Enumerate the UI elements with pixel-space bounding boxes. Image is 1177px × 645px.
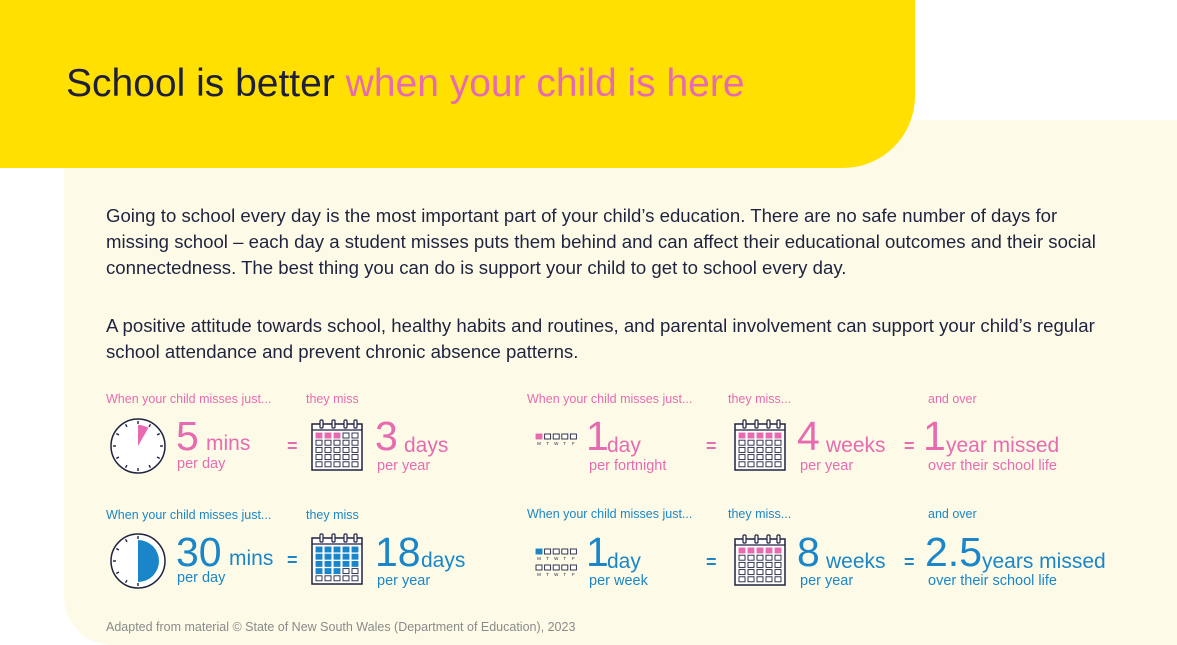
- row1-right-result-unit: weeks: [826, 434, 886, 457]
- row1-right-lead-label: When your child misses just...: [527, 392, 693, 406]
- weekday-letter: M: [537, 556, 541, 561]
- row2-right-equals-2: =: [904, 552, 915, 572]
- calendar-icon: [310, 532, 364, 586]
- row2-left-lead-label: When your child misses just...: [106, 508, 272, 522]
- weekday-letter: M: [537, 572, 541, 577]
- row1-left-amount-unit: mins: [206, 432, 251, 455]
- row1-right-equals-1: =: [706, 436, 717, 456]
- row2-right-equals-1: =: [706, 552, 717, 572]
- weekday-letter: M: [537, 441, 541, 446]
- calendar-icon: [733, 533, 787, 587]
- row2-left-equals: =: [287, 550, 298, 570]
- weekday-letter: F: [572, 556, 575, 561]
- row2-right-amount-freq: per week: [589, 573, 648, 589]
- row1-right-then-label: they miss...: [728, 392, 792, 406]
- row1-right-amount: 1: [586, 413, 609, 459]
- row2-left-result: 18: [375, 529, 421, 575]
- weekday-letter: T: [546, 441, 549, 446]
- weekday-letter: T: [563, 572, 567, 577]
- weekday-letter: W: [554, 441, 559, 446]
- row2-right-amount-unit: day: [607, 550, 641, 573]
- row1-left-result-freq: per year: [377, 458, 431, 474]
- row1-right-total-freq: over their school life: [928, 458, 1057, 474]
- row2-left-result-freq: per year: [377, 573, 431, 589]
- copyright-footnote: Adapted from material © State of New South Wales (Department of Education), 2023: [106, 620, 576, 634]
- weekday-letter: F: [572, 441, 575, 446]
- row2-left-then-label: they miss: [306, 508, 359, 522]
- weekday-letter: F: [572, 572, 575, 577]
- row2-right-result-freq: per year: [800, 573, 854, 589]
- weekday-letter: T: [546, 556, 549, 561]
- title-pink-text: when your child is here: [345, 62, 745, 105]
- row1-left-amount-freq: per day: [177, 456, 226, 472]
- weekday-letter: W: [554, 572, 559, 577]
- row2-right-total-unit: years missed: [982, 550, 1106, 573]
- row1-left-lead-label: When your child misses just...: [106, 392, 272, 406]
- weekday-letter: T: [546, 572, 549, 577]
- weekday-letter: W: [554, 556, 559, 561]
- row1-left-result-unit: days: [404, 434, 449, 457]
- row2-right-total: 2.5: [925, 529, 982, 575]
- row1-right-over-label: and over: [928, 392, 977, 406]
- row1-left-equals: =: [287, 436, 298, 456]
- clock-icon: [109, 532, 167, 590]
- row2-right-result: 8: [797, 529, 820, 575]
- clock-icon: [109, 417, 167, 475]
- row1-left-then-label: they miss: [306, 392, 359, 406]
- calendar-icon: [733, 418, 787, 472]
- row2-right-total-freq: over their school life: [928, 573, 1057, 589]
- row2-right-over-label: and over: [928, 507, 977, 521]
- title-dark-text: School is better: [66, 62, 335, 105]
- row1-right-amount-unit: day: [607, 434, 641, 457]
- weekday-letter: T: [563, 441, 567, 446]
- row1-left-result: 3: [375, 413, 398, 459]
- row2-left-amount-freq: per day: [177, 570, 226, 586]
- calendar-icon: [310, 418, 364, 472]
- weekday-letter: T: [563, 556, 567, 561]
- intro-paragraph: Going to school every day is the most important part of your child’s education. There are no safe number of days for missing school – each day a student misses puts them behind and can affect their educational outcomes and their social connectedness. The best thing you can do is support your child to get to school every day.: [106, 205, 1096, 278]
- row1-right-equals-2: =: [904, 436, 915, 456]
- school-week-icon: [534, 548, 580, 578]
- row1-right-result: 4: [797, 413, 820, 459]
- row2-right-amount: 1: [586, 529, 609, 575]
- school-week-icon: [534, 433, 580, 447]
- page-title: [66, 60, 745, 108]
- row2-left-result-unit: days: [421, 549, 466, 572]
- row2-right-then-label: they miss...: [728, 507, 792, 521]
- row2-right-lead-label: When your child misses just...: [527, 507, 693, 521]
- row1-right-result-freq: per year: [800, 458, 854, 474]
- row2-right-result-unit: weeks: [826, 550, 886, 573]
- row1-right-total: 1: [923, 413, 946, 459]
- attitude-paragraph: A positive attitude towards school, healthy habits and routines, and parental involvement can support your child’s regular school attendance and prevent chronic absence patterns.: [106, 315, 1095, 362]
- row2-left-amount-unit: mins: [229, 547, 274, 570]
- row1-left-amount: 5: [176, 413, 199, 459]
- row1-right-total-unit: year missed: [946, 434, 1060, 457]
- row1-right-amount-freq: per fortnight: [589, 458, 667, 474]
- row2-left-amount: 30: [176, 529, 222, 575]
